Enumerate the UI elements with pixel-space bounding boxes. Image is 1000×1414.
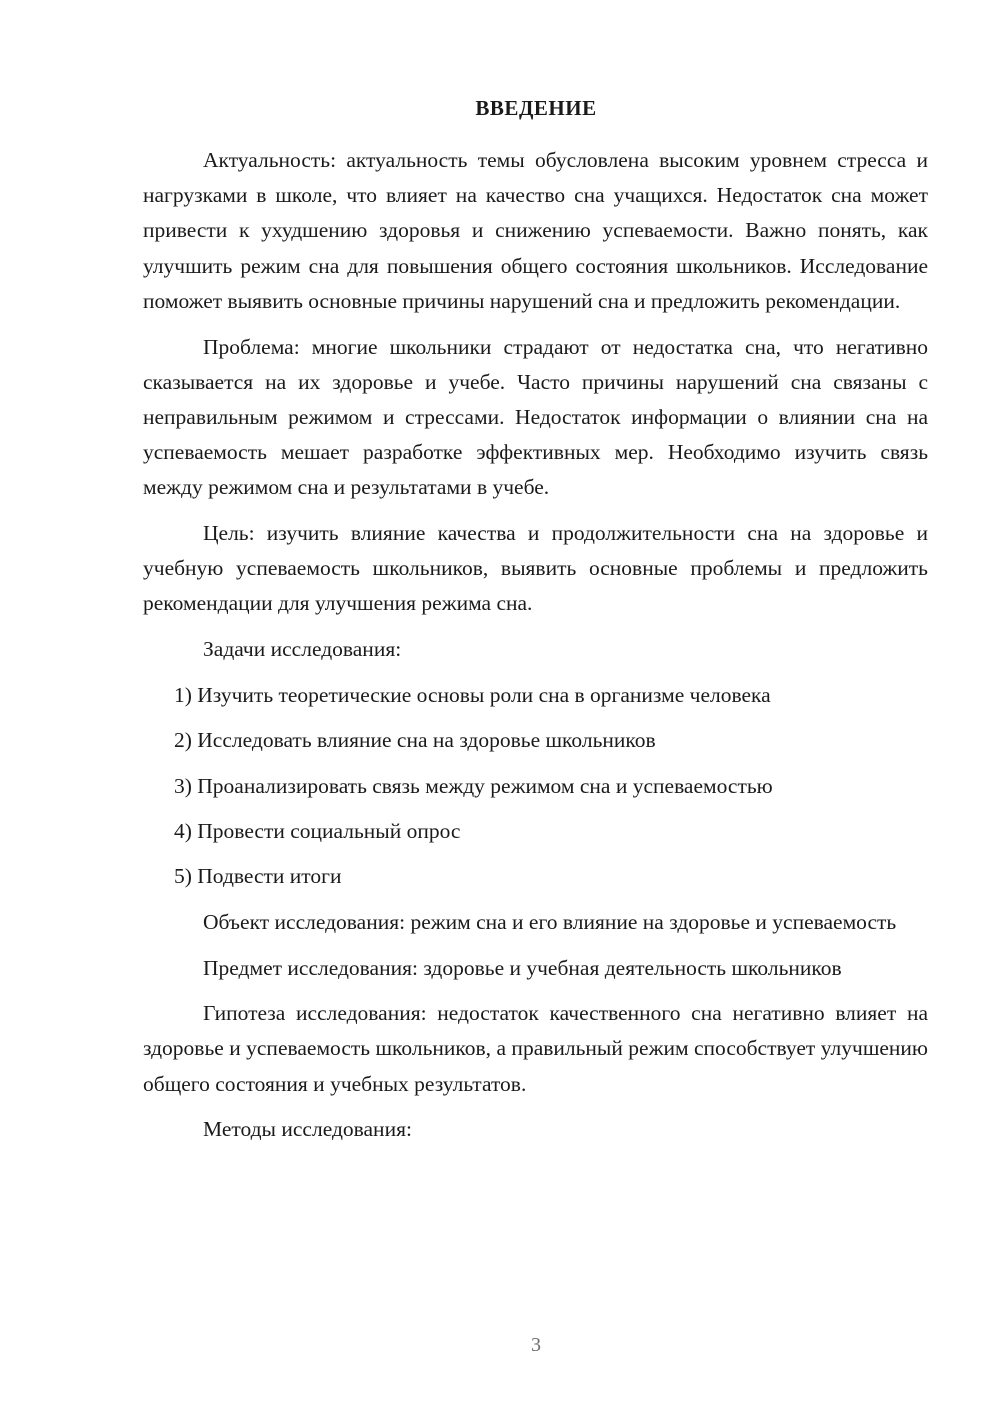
task-item: 3) Проанализировать связь между режимом сна и успеваемостью [174, 773, 773, 798]
tasks-list [143, 678, 928, 895]
task-item: 1) Изучить теоретические основы роли сна в организме человека [174, 682, 771, 707]
task-item: 5) Подвести итоги [174, 864, 342, 889]
problem-paragraph: Проблема: многие школьники страдают от недостатка сна, что негативно сказывается на их здоровье и учебе. Часто причины нарушений сна связаны с неправильным режимом и стрессами. Недостаток информации о влиянии сна на успеваемость мешает разработке эффективных мер. Необходимо изучить связь между режимом сна и результатами в учебе. [143, 334, 928, 500]
goal-paragraph: Цель: изучить влияние качества и продолжительности сна на здоровье и учебную успеваемость школьников, выявить основные проблемы и предложить рекомендации для улучшения режима сна. [143, 521, 928, 616]
page-number: 3 [531, 1334, 541, 1356]
section-heading: ВВЕДЕНИЕ [475, 96, 597, 120]
task-item: 4) Провести социальный опрос [174, 819, 461, 844]
task-item: 2) Исследовать влияние сна на здоровье школьников [174, 728, 656, 753]
tasks-title: Задачи исследования: [203, 637, 402, 662]
subject-paragraph: Предмет исследования: здоровье и учебная деятельность школьников [203, 955, 842, 980]
methods-title: Методы исследования: [203, 1117, 412, 1142]
object-paragraph: Объект исследования: режим сна и его влияние на здоровье и успеваемость [203, 909, 897, 934]
hypothesis-paragraph: Гипотеза исследования: недостаток качественного сна негативно влияет на здоровье и успеваемость школьников, а правильный режим способствует улучшению общего состояния и учебных результатов. [143, 1001, 928, 1096]
relevance-paragraph: Актуальность: актуальность темы обусловлена высоким уровнем стресса и нагрузками в школе, что влияет на качество сна учащихся. Недостаток сна может привести к ухудшению здоровья и снижению успеваемости. Важно понять, как улучшить режим сна для повышения общего состояния школьников. Исследование поможет выявить основные причины нарушений сна и предложить рекомендации. [143, 148, 928, 313]
document-body [143, 143, 928, 1158]
